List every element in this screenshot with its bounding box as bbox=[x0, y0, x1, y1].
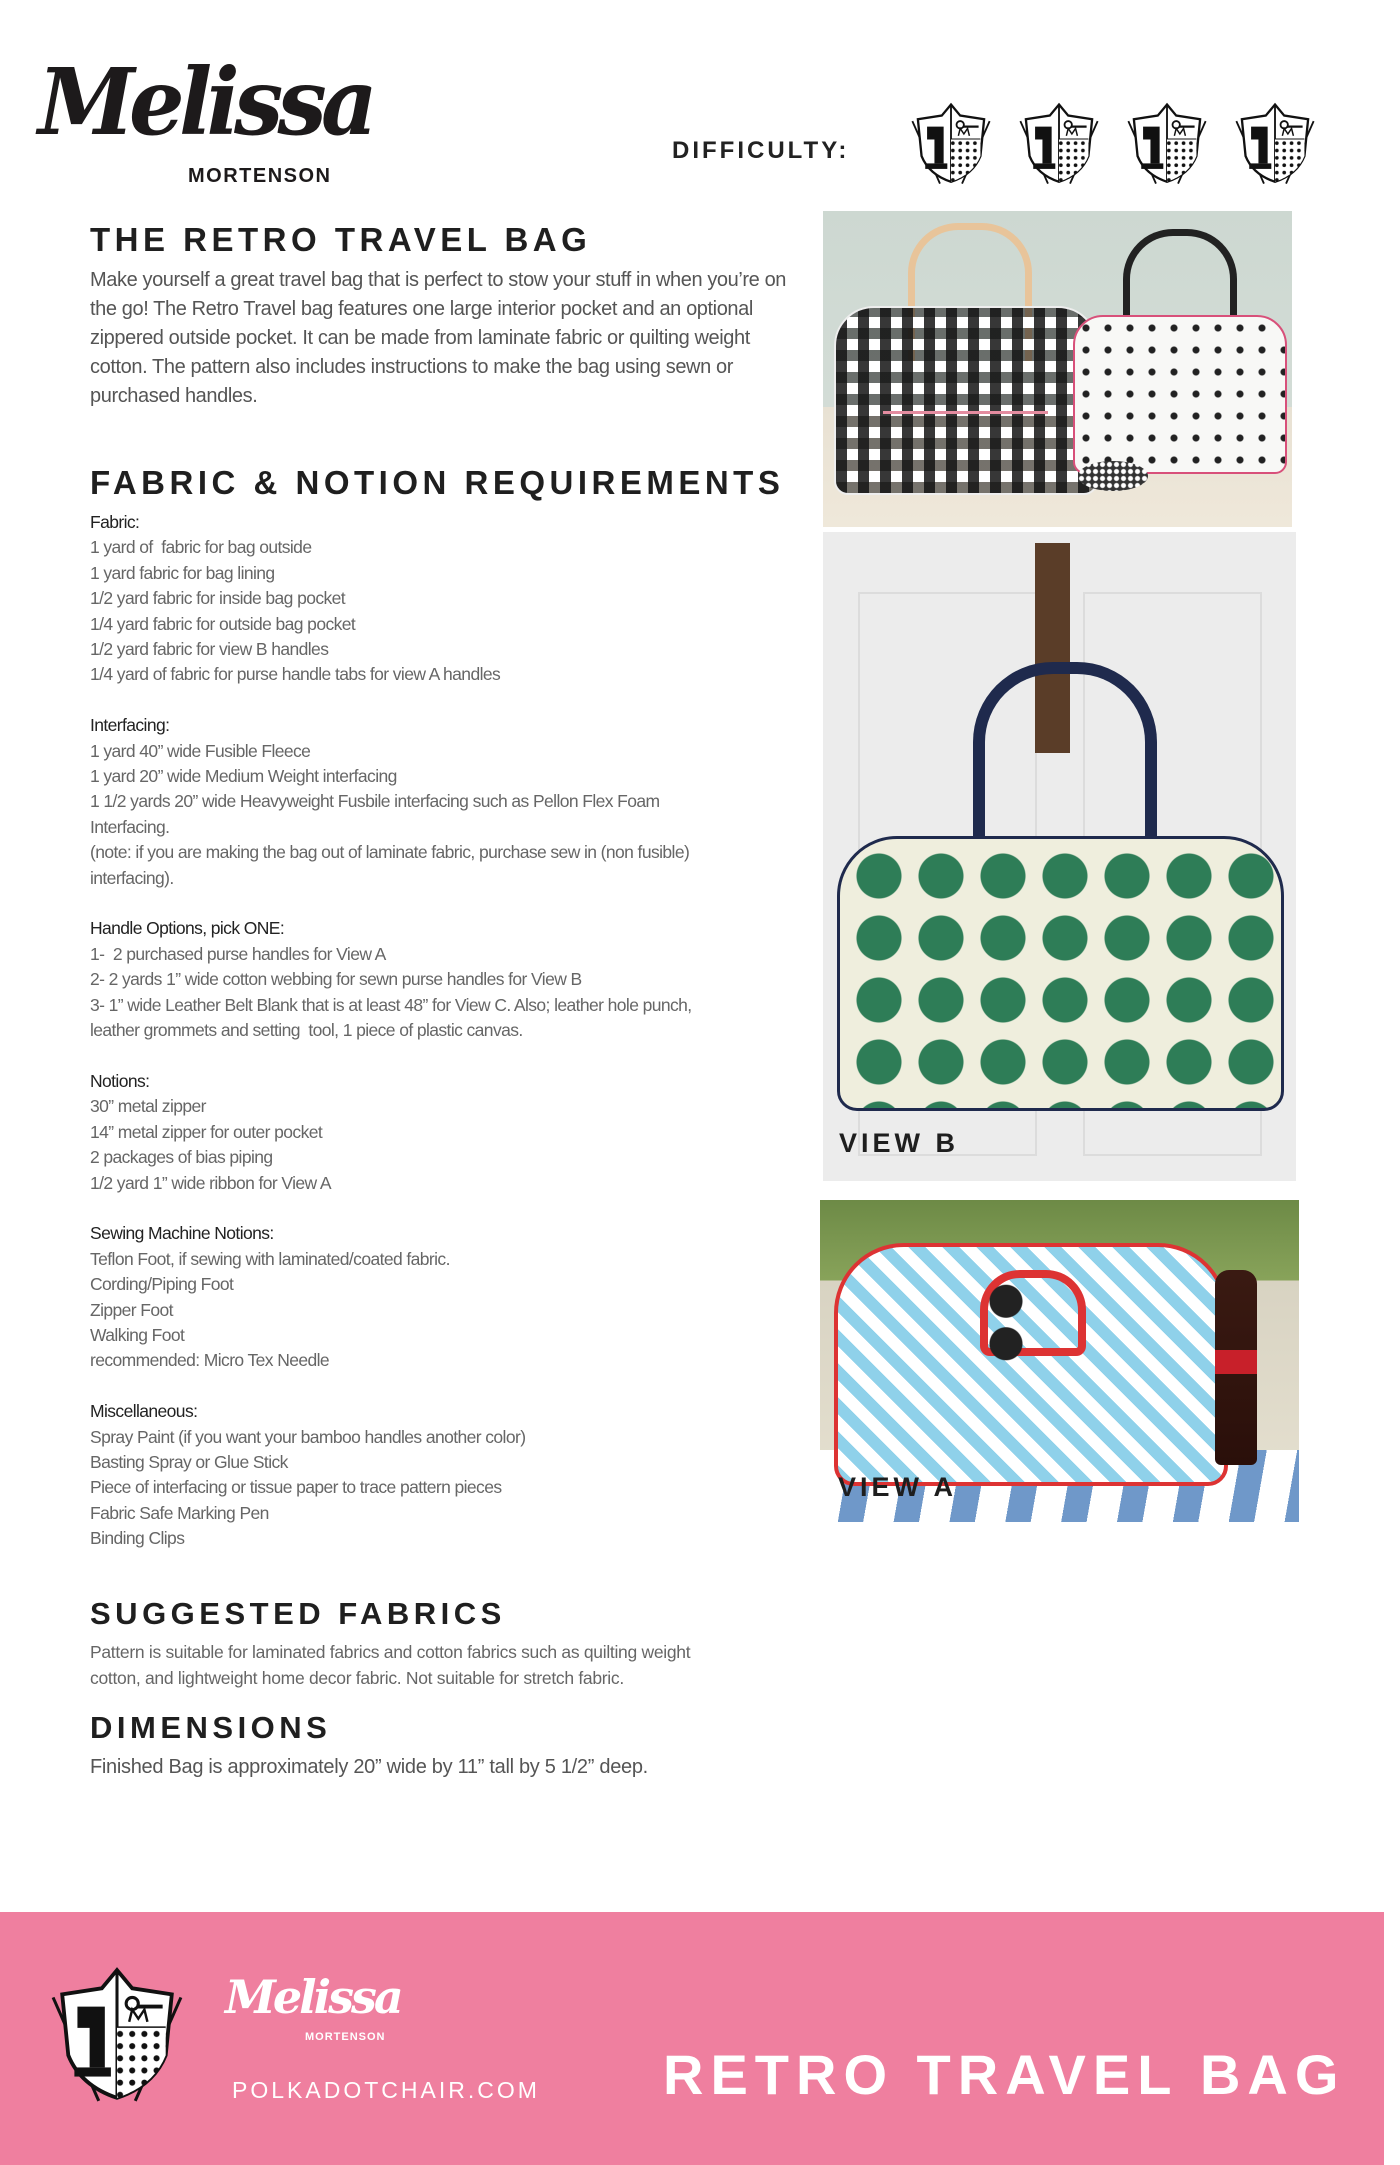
requirement-section bbox=[90, 713, 815, 891]
requirement-item: 1/2 yard fabric for inside bag pocket bbox=[90, 588, 346, 609]
requirement-section-heading: Sewing Machine Notions: bbox=[90, 1223, 274, 1244]
requirement-section-heading: Fabric: bbox=[90, 512, 140, 532]
requirement-item: Walking Foot bbox=[90, 1324, 185, 1345]
requirement-section-heading: Miscellaneous: bbox=[90, 1401, 198, 1422]
requirement-item: 1 yard 40” wide Fusible Fleece bbox=[90, 740, 311, 761]
website-link[interactable]: POLKADOTCHAIR.COM bbox=[232, 2077, 540, 2103]
bottle-label bbox=[1215, 1350, 1257, 1374]
difficulty-shield-icon bbox=[1229, 102, 1321, 188]
requirement-item: 30” metal zipper bbox=[90, 1096, 206, 1117]
intro-paragraph: Make yourself a great travel bag that is perfect to stow your stuff in when you’re on the go! The Retro Travel bag features one large interior pocket and an optional zippered outside pocket. It can be made from laminate fabric or quilting weight cotton. The pattern also includes instructions to make the bag using sewn or purchased handles. bbox=[90, 269, 787, 407]
photo-two-bags bbox=[823, 211, 1292, 527]
sunglasses bbox=[985, 1280, 1027, 1365]
requirement-item: Cording/Piping Foot bbox=[90, 1274, 234, 1295]
footer-brand-logo bbox=[225, 1970, 425, 2054]
photo-view-a bbox=[820, 1200, 1299, 1522]
requirement-section-heading: Notions: bbox=[90, 1070, 150, 1091]
requirement-item: Spray Paint (if you want your bamboo handles another color) bbox=[90, 1426, 526, 1447]
cross-print-bag bbox=[1073, 315, 1287, 474]
requirement-item: 1/2 yard 1” wide ribbon for View A bbox=[90, 1172, 331, 1193]
requirement-item: Basting Spray or Glue Stick bbox=[90, 1451, 288, 1472]
requirement-section-heading: Interfacing: bbox=[90, 715, 170, 736]
difficulty-shield-icon bbox=[1013, 102, 1105, 188]
requirement-item: 2 packages of bias piping bbox=[90, 1147, 273, 1168]
outside-pocket-zipper bbox=[883, 411, 1048, 414]
brand-logo-name: Melissa bbox=[38, 48, 372, 156]
dimensions-heading: DIMENSIONS bbox=[90, 1710, 332, 1745]
brand-logo-surname: MORTENSON bbox=[188, 165, 332, 187]
requirement-section bbox=[90, 916, 815, 1043]
suggested-fabrics-heading: SUGGESTED FABRICS bbox=[90, 1596, 506, 1631]
requirement-item: 1- 2 purchased purse handles for View A bbox=[90, 943, 386, 964]
difficulty-shield-icon bbox=[905, 102, 997, 188]
view-a-label: VIEW A bbox=[838, 1472, 958, 1502]
difficulty-label: DIFFICULTY: bbox=[672, 137, 850, 164]
difficulty-rating bbox=[905, 102, 1321, 188]
requirement-item: 1/2 yard fabric for view B handles bbox=[90, 639, 329, 660]
difficulty-shield-icon bbox=[1121, 102, 1213, 188]
requirement-section bbox=[90, 1069, 815, 1196]
green-circle-bag bbox=[837, 836, 1284, 1111]
shoes bbox=[1078, 461, 1148, 491]
dimensions-text: Finished Bag is approximately 20” wide by 11” tall by 5 1/2” deep. bbox=[90, 1756, 648, 1778]
brand-logo bbox=[38, 48, 418, 196]
footer-title: RETRO TRAVEL BAG bbox=[663, 2043, 1346, 2106]
requirement-item: 2- 2 yards 1” wide cotton webbing for sewn purse handles for View B bbox=[90, 969, 582, 990]
gingham-bag bbox=[834, 306, 1098, 495]
requirement-section bbox=[90, 1221, 815, 1373]
requirement-item: Piece of interfacing or tissue paper to trace pattern pieces bbox=[90, 1477, 502, 1498]
requirement-item: (note: if you are making the bag out of laminate fabric, purchase sew in (non fusible) interfacing). bbox=[90, 842, 690, 888]
footer-banner bbox=[0, 1912, 1384, 2165]
requirement-item: 14” metal zipper for outer pocket bbox=[90, 1121, 323, 1142]
photo-view-b bbox=[823, 532, 1296, 1181]
requirement-item: Binding Clips bbox=[90, 1528, 185, 1549]
requirement-item: 1/4 yard fabric for outside bag pocket bbox=[90, 613, 356, 634]
brand-crest-icon bbox=[38, 1967, 196, 2107]
page-title: THE RETRO TRAVEL BAG bbox=[90, 221, 592, 258]
requirement-item: 1 1/2 yards 20” wide Heavyweight Fusbile interfacing such as Pellon Flex Foam Interfacing. bbox=[90, 791, 660, 837]
requirement-item: Teflon Foot, if sewing with laminated/coated fabric. bbox=[90, 1248, 450, 1269]
requirement-item: 1 yard 20” wide Medium Weight interfacing bbox=[90, 766, 397, 787]
requirement-item: 1/4 yard of fabric for purse handle tabs for view A handles bbox=[90, 664, 501, 685]
requirement-item: 1 yard fabric for bag lining bbox=[90, 562, 275, 583]
requirements-list bbox=[90, 510, 815, 1577]
requirement-section bbox=[90, 1399, 815, 1551]
suggested-fabrics-text: Pattern is suitable for laminated fabrics and cotton fabrics such as quilting weight cotton, and lightweight home decor fabric. Not suitable for stretch fabric. bbox=[90, 1642, 691, 1688]
requirement-section-heading: Handle Options, pick ONE: bbox=[90, 918, 285, 939]
requirement-item: 3- 1” wide Leather Belt Blank that is at least 48” for View C. Also; leather hole punch, leather grommets and setting tool, 1 piece of plastic canvas. bbox=[90, 994, 692, 1041]
requirement-item: 1 yard of fabric for bag outside bbox=[90, 537, 312, 558]
footer-brand-surname: MORTENSON bbox=[305, 2031, 386, 2043]
requirements-heading: FABRIC & NOTION REQUIREMENTS bbox=[90, 464, 785, 501]
view-b-label: VIEW B bbox=[839, 1128, 960, 1158]
requirement-section bbox=[90, 510, 815, 688]
requirement-item: recommended: Micro Tex Needle bbox=[90, 1350, 330, 1371]
requirement-item: Zipper Foot bbox=[90, 1299, 173, 1320]
footer-brand-name: Melissa bbox=[225, 1970, 401, 2024]
requirement-item: Fabric Safe Marking Pen bbox=[90, 1502, 269, 1523]
